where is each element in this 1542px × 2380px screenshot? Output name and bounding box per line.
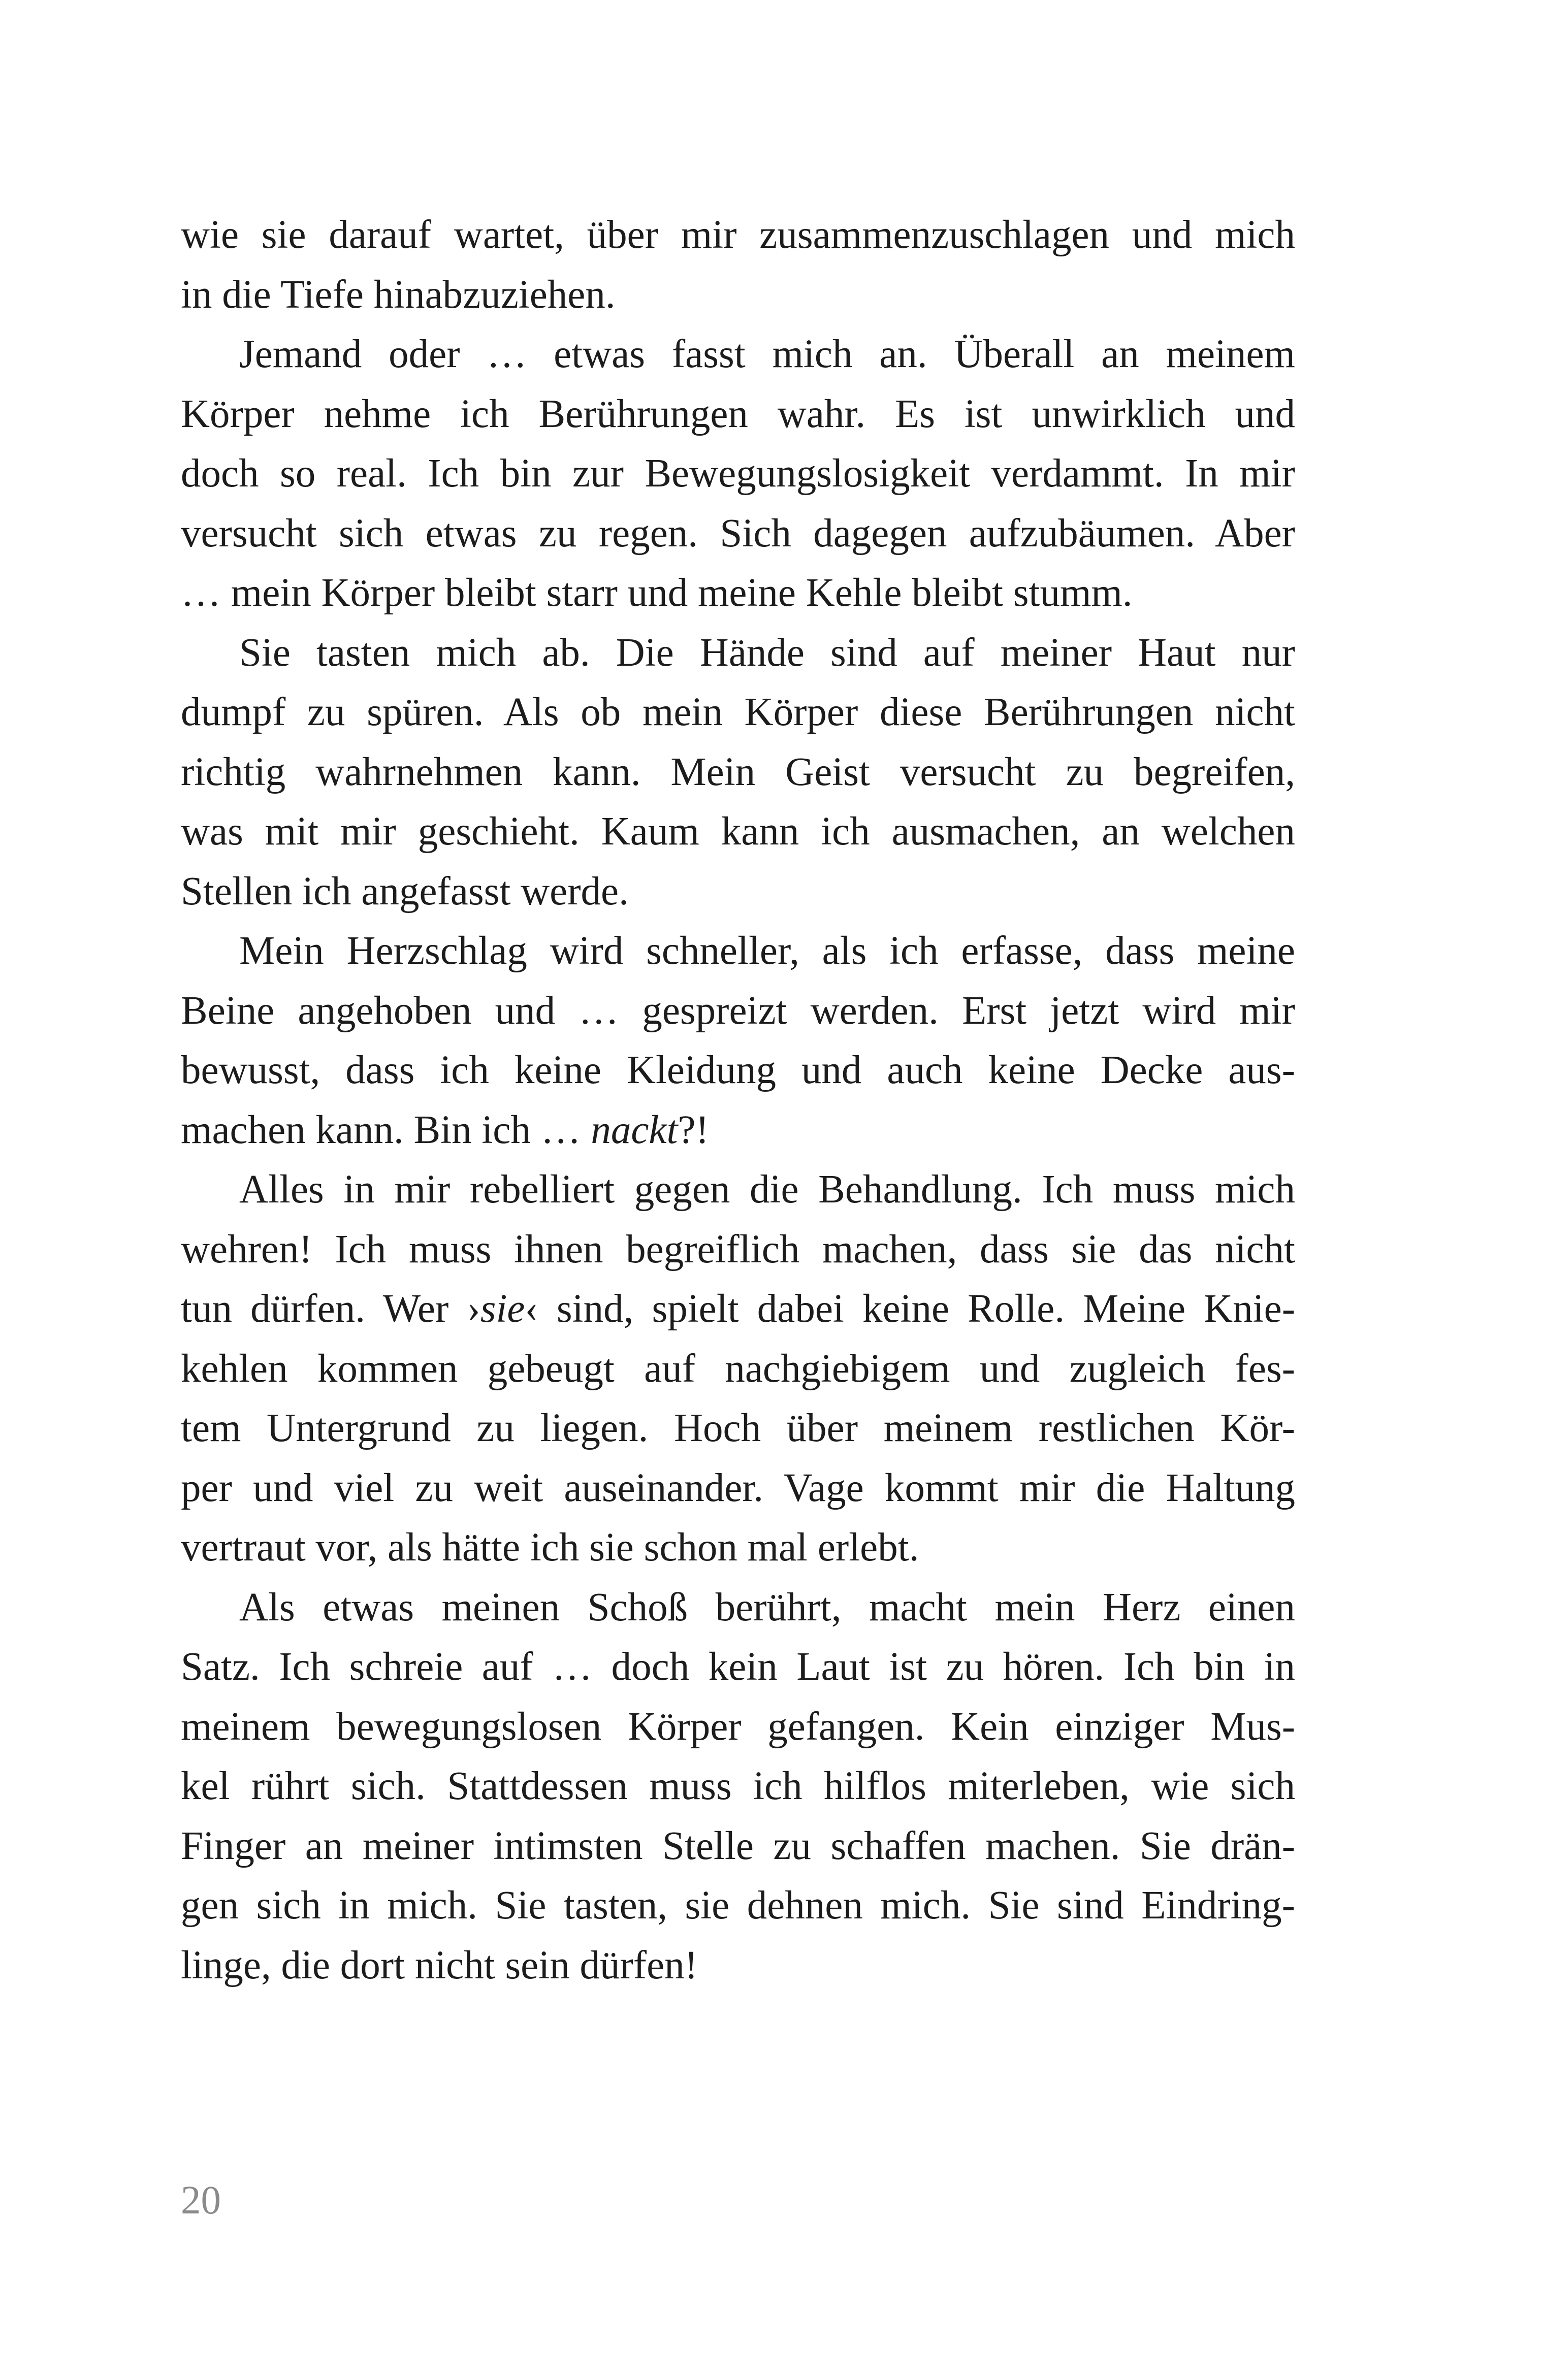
text-line: Mein Herzschlag wird schneller, als ich erfasse, dass meine: [239, 929, 1295, 973]
text-line: meinem bewegungslosen Körper gefangen. Kein einziger Mus-: [181, 1704, 1295, 1749]
text-line: Körper nehme ich Berührungen wahr. Es ist unwirklich und: [181, 392, 1295, 436]
text-line-italic-word: tun dürfen. Wer ›sie‹ sind, spielt dabei keine Rolle. Meine Knie-: [181, 1287, 1295, 1331]
text-line: vertraut vor, als hätte ich sie schon mal erlebt.: [181, 1525, 919, 1570]
text-line: Jemand oder … etwas fasst mich an. Überall an meinem: [239, 332, 1295, 376]
text-line: dumpf zu spüren. Als ob mein Körper diese Berührungen nicht: [181, 690, 1295, 734]
text-line: Beine angehoben und … gespreizt werden. Erst jetzt wird mir: [181, 988, 1295, 1033]
page-number: 20: [181, 2178, 221, 2223]
text-line: linge, die dort nicht sein dürfen!: [181, 1943, 698, 1987]
text-line: Satz. Ich schreie auf … doch kein Laut ist zu hören. Ich bin in: [181, 1645, 1295, 1689]
text-line: gen sich in mich. Sie tasten, sie dehnen mich. Sie sind Eindring-: [181, 1883, 1295, 1928]
text-line: doch so real. Ich bin zur Bewegungslosigkeit verdammt. In mir: [181, 451, 1295, 496]
text-line: bewusst, dass ich keine Kleidung und auch keine Decke aus-: [181, 1048, 1295, 1092]
text-line: per und viel zu weit auseinander. Vage kommt mir die Haltung: [181, 1465, 1295, 1510]
text-line: was mit mir geschieht. Kaum kann ich ausmachen, an welchen: [181, 809, 1295, 854]
text-line: kel rührt sich. Stattdessen muss ich hilflos miterleben, wie sich: [181, 1764, 1295, 1808]
text-line: kehlen kommen gebeugt auf nachgiebigem und zugleich fes-: [181, 1346, 1295, 1391]
emphasized-word: nackt: [591, 1107, 678, 1152]
emphasized-word: sie: [480, 1287, 525, 1331]
text-line: wie sie darauf wartet, über mir zusammenzuschlagen und mich: [181, 213, 1295, 257]
text-line-italic-word: machen kann. Bin ich … nackt?!: [181, 1107, 709, 1152]
text-line: Sie tasten mich ab. Die Hände sind auf meiner Haut nur: [239, 630, 1295, 675]
body-text: [181, 205, 1295, 1995]
text-line: tem Untergrund zu liegen. Hoch über meinem restlichen Kör-: [181, 1406, 1295, 1450]
text-line: versucht sich etwas zu regen. Sich dagegen aufzubäumen. Aber: [181, 511, 1295, 556]
text-line: Finger an meiner intimsten Stelle zu schaffen machen. Sie drän-: [181, 1823, 1295, 1868]
text-line: in die Tiefe hinabzuziehen.: [181, 272, 616, 317]
text-line: richtig wahrnehmen kann. Mein Geist versucht zu begreifen,: [181, 749, 1295, 794]
text-line: Alles in mir rebelliert gegen die Behandlung. Ich muss mich: [239, 1167, 1295, 1212]
text-line: Als etwas meinen Schoß berührt, macht mein Herz einen: [239, 1585, 1295, 1629]
text-line: Stellen ich angefasst werde.: [181, 869, 629, 914]
text-line: wehren! Ich muss ihnen begreiflich machen, dass sie das nicht: [181, 1227, 1295, 1271]
text-line: … mein Körper bleibt starr und meine Kehle bleibt stumm.: [181, 571, 1133, 615]
